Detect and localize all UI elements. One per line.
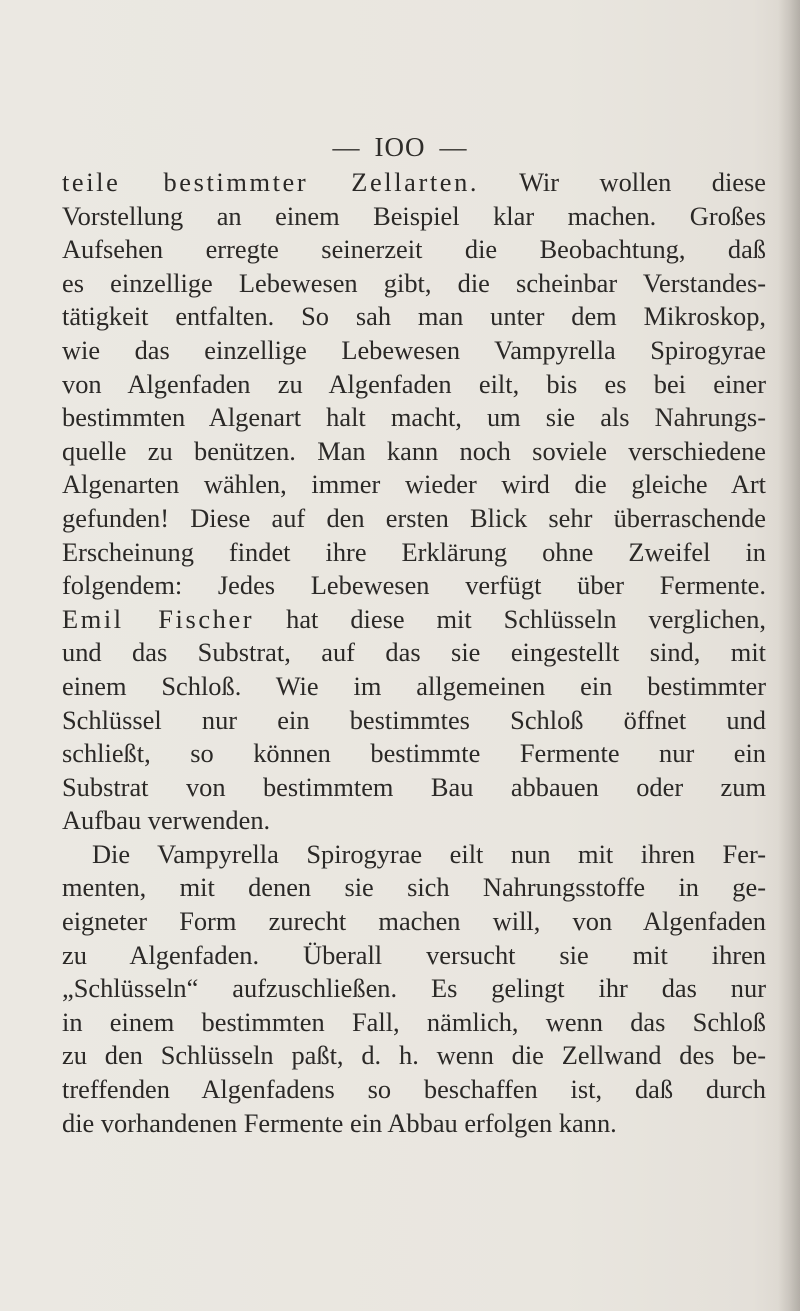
text-line [62,804,766,838]
text-run: hat diese mit Schlüsseln verglichen, [254,603,766,634]
text-run: Algenarten wählen, immer wieder wird die gleiche Art [62,469,766,500]
text-run: Aufsehen erregte seinerzeit die Beobachtung, daß [62,234,766,265]
text-line [62,536,766,570]
text-line [62,468,766,502]
text-line [62,1039,766,1073]
text-run: zu Algenfaden. Überall versucht sie mit ihren [62,939,766,970]
text-run: folgendem: Jedes Lebewesen verfügt über Fermente. [62,570,766,601]
text-run: eigneter Form zurecht machen will, von Algenfaden [62,906,766,937]
header-dash-right: — [439,132,468,162]
text-line [62,838,766,872]
text-line [62,1107,766,1141]
text-run: einem Schloß. Wie im allgemeinen ein bestimmter [62,670,766,701]
header-dash-left: — [332,132,361,162]
text-line [62,939,766,973]
body-text [62,166,766,1140]
text-run: bestimmten Algenart halt macht, um sie als Nahrungs- [62,402,766,433]
text-run: menten, mit denen sie sich Nahrungsstoffe in ge- [62,872,766,903]
page-number: IOO [374,132,426,162]
text-line [62,300,766,334]
text-line [62,1006,766,1040]
text-run: quelle zu benützen. Man kann noch soviele verschiedene [62,435,766,466]
page-number-header [0,132,800,163]
text-line [62,972,766,1006]
text-line [62,502,766,536]
spaced-text: Emil Fischer [62,603,255,634]
text-line [62,737,766,771]
text-line [62,1073,766,1107]
spaced-text: teile bestimmter Zellarten. [62,167,480,197]
text-line [62,401,766,435]
text-run: Die Vampyrella Spirogyrae eilt nun mit ihren Fer- [92,838,766,869]
text-run: Substrat von bestimmtem Bau abbauen oder zum [62,771,766,802]
text-line [62,435,766,469]
text-line [62,871,766,905]
text-run: treffenden Algenfadens so beschaffen ist, daß durch [62,1074,766,1105]
text-run: es einzellige Lebewesen gibt, die scheinbar Verstandes- [62,267,766,298]
text-line [62,166,766,200]
text-line [62,569,766,603]
text-run: die vorhandenen Fermente ein Abbau erfolgen kann. [62,1107,617,1138]
text-run: Erscheinung findet ihre Erklärung ohne Zweifel in [62,536,766,567]
text-run: gefunden! Diese auf den ersten Blick sehr überraschende [62,502,766,533]
page-edge-shadow [778,0,800,1311]
text-run: tätigkeit entfalten. So sah man unter dem Mikroskop, [62,301,766,332]
text-line [62,233,766,267]
text-run: zu den Schlüsseln paßt, d. h. wenn die Zellwand des be- [62,1040,766,1071]
text-line [62,267,766,301]
text-run: von Algenfaden zu Algenfaden eilt, bis es bei einer [62,368,766,399]
text-run: Vorstellung an einem Beispiel klar machen. Großes [62,200,766,231]
text-run: und das Substrat, auf das sie eingestellt sind, mit [62,637,766,668]
text-line [62,636,766,670]
text-run: wie das einzellige Lebewesen Vampyrella Spirogyrae [62,334,766,365]
text-line [62,603,766,637]
text-run: „Schlüsseln“ aufzuschließen. Es gelingt ihr das nur [62,973,766,1004]
text-run: schließt, so können bestimmte Fermente nur ein [62,738,766,769]
text-line [62,771,766,805]
text-run: in einem bestimmten Fall, nämlich, wenn das Schloß [62,1006,766,1037]
text-run: Wir wollen diese [479,167,767,197]
text-line [62,905,766,939]
text-line [62,368,766,402]
text-run: Schlüssel nur ein bestimmtes Schloß öffnet und [62,704,766,735]
text-line [62,200,766,234]
text-line [62,670,766,704]
text-line [62,334,766,368]
text-line [62,704,766,738]
text-run: Aufbau verwenden. [62,805,271,836]
